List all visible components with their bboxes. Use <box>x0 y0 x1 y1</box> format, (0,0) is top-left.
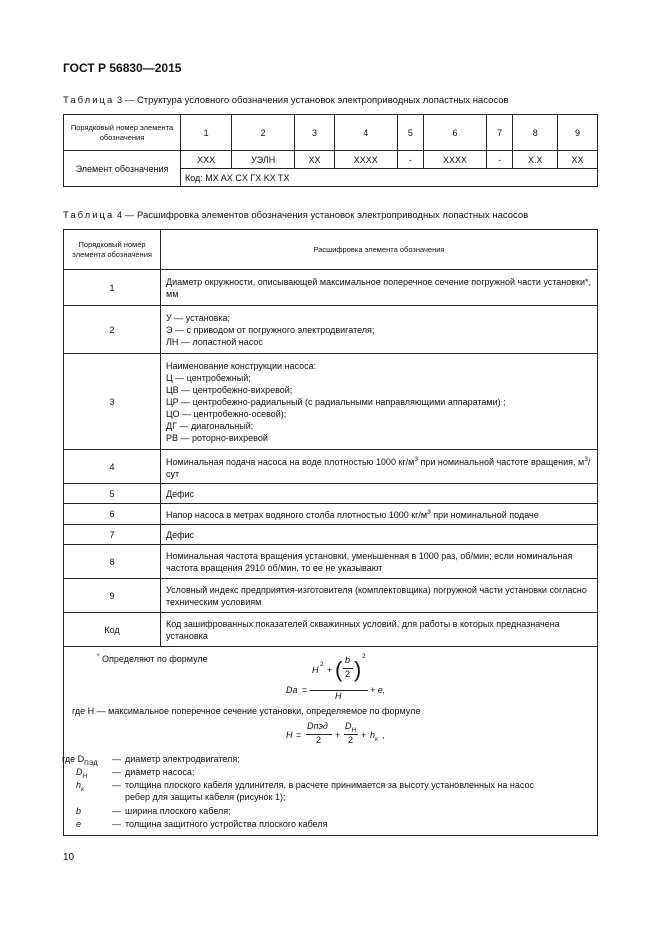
legend-symbol <box>76 780 84 793</box>
row-description: Код зашифрованных показателей скважинных условий, для работы в которых предназначена установка <box>161 613 598 647</box>
row-number: 4 <box>64 450 161 484</box>
formula2-d-sub: Н <box>351 726 357 734</box>
table3-pos-7: 7 <box>486 115 513 151</box>
row-description <box>161 354 598 450</box>
legend-text: диаметр насоса; <box>125 767 195 777</box>
legend-text: ребер для защиты кабеля (рисунок 1); <box>125 792 286 802</box>
table4-footnote-row <box>64 647 598 836</box>
table4-row <box>64 613 598 647</box>
formula-outer-exp: 2 <box>362 653 366 660</box>
table4-row <box>64 504 598 525</box>
footnote-intro <box>97 653 208 664</box>
description-text: Номинальная подача насоса на воде плотностью 1000 кг/м <box>166 456 415 467</box>
row-number: 6 <box>64 504 161 525</box>
formula2-h-sub: к <box>375 735 379 743</box>
paren-close: ) <box>354 657 362 682</box>
footnote-marker: * <box>97 653 100 660</box>
description-text: при номинальной частоте вращения, м <box>417 456 585 467</box>
table3 <box>63 114 598 187</box>
description-line: Наименование конструкции насоса: <box>166 360 317 371</box>
description-line: ДГ — диагональный; <box>166 420 254 431</box>
table3-elem-7: - <box>486 151 513 169</box>
legend-dash: — <box>112 819 121 829</box>
row-number: 1 <box>64 270 161 306</box>
legend-symbol <box>62 754 98 767</box>
row-description: Условный индекс предприятия-изготовителя (комплектовщика) погружной части установки согласно техническим условиям <box>161 579 598 613</box>
description-line: У — установка; <box>166 312 231 323</box>
table3-header-row <box>64 115 598 151</box>
row-description: Дефис <box>161 525 598 545</box>
table3-elem-4: XXXX <box>334 151 397 169</box>
formula2-num1: Dпэд <box>307 721 328 731</box>
table4-col1-header: Порядковый номер элемента обозначения <box>64 230 161 270</box>
superscript: 3 <box>414 455 418 463</box>
table3-elem-1: XXX <box>181 151 232 169</box>
formula2-d: D <box>345 721 352 731</box>
formula-b: b <box>345 655 351 665</box>
description-line: ЦО — центробежно-осевой); <box>166 408 287 419</box>
row-description: Дефис <box>161 484 598 504</box>
document-header: ГОСТ Р 56830—2015 <box>63 61 182 75</box>
table3-pos-8: 8 <box>513 115 558 151</box>
formula2-h: h <box>370 730 376 740</box>
table4-row <box>64 450 598 484</box>
table3-pos-6: 6 <box>424 115 487 151</box>
table4 <box>63 229 598 836</box>
formula-den: H <box>335 691 342 701</box>
plus-sign: + <box>361 730 367 740</box>
row-description <box>161 306 598 354</box>
table3-elem-6: XXXX <box>424 151 487 169</box>
table3-pos-3: 3 <box>295 115 335 151</box>
footnote-cell <box>64 647 598 836</box>
legend-sym: D <box>76 767 83 777</box>
row-number: 8 <box>64 545 161 579</box>
formula2-hk <box>370 730 378 743</box>
table3-code: Код: MX AX CX ГX KX TX <box>181 169 598 187</box>
equals-sign: = <box>302 685 308 695</box>
row-number: 9 <box>64 579 161 613</box>
superscript: 3 <box>584 455 588 463</box>
table4-header-row <box>64 230 598 270</box>
page-number: 10 <box>63 852 75 863</box>
table3-elem-3: XX <box>295 151 335 169</box>
table3-elem-5: - <box>397 151 424 169</box>
description-line: ЦР — центробежно-радиальный (с радиальными направляющими аппаратами) ; <box>166 396 506 407</box>
description-text: Напор насоса в метрах водяного столба плотностью 1000 кг/м <box>166 510 428 520</box>
table4-row <box>64 579 598 613</box>
legend-text: толщина плоского кабеля удлинителя, в расчете принимается за высоту установленных на насос <box>125 780 534 790</box>
table3-pos-4: 4 <box>334 115 397 151</box>
description-line: РВ — роторно-вихревой <box>166 432 268 443</box>
table3-elem-9: XX <box>558 151 598 169</box>
table3-pos-1: 1 <box>181 115 232 151</box>
formula2-lhs: H <box>286 730 293 740</box>
formula2-tail: , <box>382 730 385 740</box>
legend-sub: ПЭД <box>84 759 98 767</box>
legend-dash: — <box>112 767 121 777</box>
description-text: при номинальной подаче <box>430 510 539 520</box>
legend-text: диаметр электродвигателя; <box>125 754 240 764</box>
table3-caption <box>63 95 509 106</box>
legend-symbol <box>76 767 87 780</box>
row-description <box>161 450 598 484</box>
plus-sign: + <box>335 730 341 740</box>
formula-two: 2 <box>345 669 351 679</box>
table3-caption-label: Таблица <box>63 95 115 106</box>
legend-text: ширина плоского кабеля; <box>125 806 231 816</box>
row-description: Номинальная частота вращения установки, уменьшенная в 1000 раз, об/мин; если номинальная частота вращения 2910 об/мин, то ее не указывают <box>161 545 598 579</box>
legend-dash: — <box>112 806 121 816</box>
superscript: 3 <box>427 509 431 516</box>
table4-caption-label: Таблица <box>63 210 115 221</box>
legend-symbol: b <box>76 806 82 816</box>
legend-sym: где D <box>62 754 85 764</box>
table4-row <box>64 354 598 450</box>
equals-sign: = <box>296 730 302 740</box>
legend-text: толщина защитного устройства плоского кабеля <box>125 819 328 829</box>
description-line: Э — с приводом от погружного электродвигателя; <box>166 324 375 335</box>
table4-col2-header: Расшифровка элемента обозначения <box>161 230 598 270</box>
formula-plus-e: + e, <box>370 685 386 695</box>
row-description <box>161 504 598 525</box>
table3-element-row <box>64 151 598 169</box>
table4-row <box>64 545 598 579</box>
footnote-intro-text: Определяют по формуле <box>102 654 208 664</box>
row-number: 7 <box>64 525 161 545</box>
formula-h: H <box>312 665 319 675</box>
table4-caption-text: 4 — Расшифровка элементов обозначения установок электроприводных лопастных насосов <box>114 210 529 221</box>
table3-pos-9: 9 <box>558 115 598 151</box>
table3-elem-2: УЭЛН <box>232 151 295 169</box>
formula2-den2: 2 <box>348 735 354 745</box>
table3-elem-8: X.X <box>513 151 558 169</box>
description-text: /сут <box>166 456 591 479</box>
table3-pos-5: 5 <box>397 115 424 151</box>
legend-dash: — <box>112 754 121 764</box>
row-number: 2 <box>64 306 161 354</box>
row-number: 3 <box>64 354 161 450</box>
footnote-where-h: где H — максимальное поперечное сечение установки, определяемое по формуле <box>72 706 421 716</box>
legend-sub: к <box>81 785 85 793</box>
description-line: ЦВ — центробежно-вихревой; <box>166 384 293 395</box>
legend-sym: h <box>76 780 82 790</box>
row-number: 5 <box>64 484 161 504</box>
description-line: ЛН — лопастной насос <box>166 336 263 347</box>
row-description: Диаметр окружности, описывающей максимальное поперечное сечение погружной части установки*, мм <box>161 270 598 306</box>
description-line: Ц — центробежный; <box>166 372 251 383</box>
formula2-den1: 2 <box>316 735 322 745</box>
table3-caption-text: 3 — Структура условного обозначения установок электроприводных лопастных насосов <box>114 95 509 106</box>
row-number: Код <box>64 613 161 647</box>
formula-da-lhs: Da <box>286 685 298 695</box>
legend-sub: Н <box>82 772 88 780</box>
formula-h-exp: 2 <box>320 661 324 668</box>
table4-row <box>64 484 598 504</box>
table4-row <box>64 525 598 545</box>
legend-symbol: e <box>76 819 82 829</box>
table4-row <box>64 306 598 354</box>
table4-caption <box>63 210 528 221</box>
table3-row-header: Порядковый номер элемента обозначения <box>64 115 181 151</box>
formula2-num2 <box>345 721 356 734</box>
plus-sign: + <box>327 665 333 675</box>
table3-element-label: Элемент обозначения <box>64 151 181 187</box>
table3-pos-2: 2 <box>232 115 295 151</box>
table4-row <box>64 270 598 306</box>
legend-dash: — <box>112 780 121 790</box>
paren-open: ( <box>335 657 343 682</box>
